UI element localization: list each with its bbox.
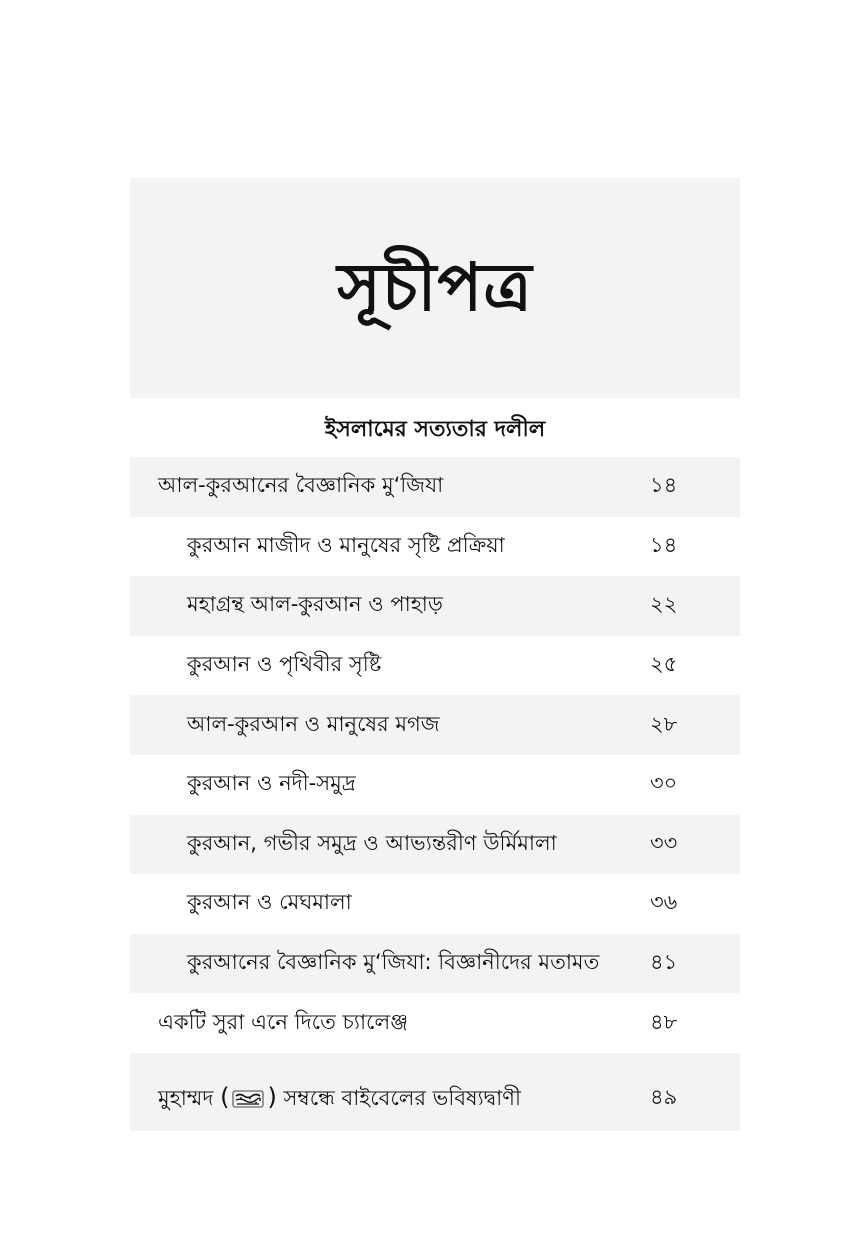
toc-entry[interactable] [130,1053,740,1131]
toc-entry-title: আল-কুরআন ও মানুষের মগজ [187,711,440,736]
toc-entry-page: ১৪ [650,473,678,498]
toc-entry-page: ২২ [650,592,678,617]
toc-entry-title: কুরআন ও পৃথিবীর সৃষ্টি [187,652,382,677]
toc-entry-page: ৩৩ [650,830,678,855]
toc-entry-page: ২৮ [650,711,678,736]
toc-entry-title: কুরআনের বৈজ্ঞানিক মু‘জিযা: বিজ্ঞানীদের মতামত [187,950,600,975]
toc-entry[interactable] [130,576,740,636]
toc-entry-title: কুরআন ও মেঘমালা [187,890,352,915]
toc-entry-title: কুরআন ও নদী-সমুদ্র [187,771,356,796]
toc-entry[interactable] [130,815,740,875]
toc-entry-page: ৩৬ [650,890,678,915]
page-title: সূচীপত্র [337,249,533,326]
toc-entry-page: ৪৮ [650,1009,678,1034]
table-of-contents [130,457,740,1131]
salutation-calligraphy-icon [232,1090,264,1108]
toc-entry-title: একটি সুরা এনে দিতে চ্যালেঞ্জ [158,1009,409,1034]
title-box [130,178,740,398]
open-parenthesis: ( [220,1082,230,1111]
toc-entry[interactable] [130,874,740,934]
toc-entry-page: ২৫ [650,652,678,677]
toc-entry-title: মহাগ্রন্থ আল-কুরআন ও পাহাড় [187,592,443,617]
toc-entry-page: ৩০ [650,771,678,796]
toc-entry[interactable] [130,934,740,994]
toc-entry-page: ৪৯ [650,1084,678,1109]
toc-entry-page: ৪১ [650,950,678,975]
toc-entry-page: ১৪ [650,532,678,557]
toc-entry[interactable] [130,993,740,1053]
toc-entry-title: আল-কুরআনের বৈজ্ঞানিক মু‘জিযা [158,473,444,498]
toc-entry[interactable] [130,636,740,696]
toc-entry-title: কুরআন, গভীর সমুদ্র ও আভ্যন্তরীণ উর্মিমালা [187,830,557,855]
toc-entry-title-start: মুহাম্মদ [158,1085,214,1110]
toc-entry[interactable] [130,755,740,815]
toc-entry-title-end: সম্বন্ধে বাইবেলের ভবিষ্যদ্বাণী [283,1085,521,1110]
toc-entry-title: কুরআন মাজীদ ও মানুষের সৃষ্টি প্রক্রিয়া [187,532,505,557]
toc-entry[interactable] [130,517,740,577]
toc-entry[interactable] [130,457,740,517]
toc-entry[interactable] [130,695,740,755]
section-heading: ইসলামের সত্যতার দলীল [324,417,546,442]
close-parenthesis: ) [267,1082,277,1111]
